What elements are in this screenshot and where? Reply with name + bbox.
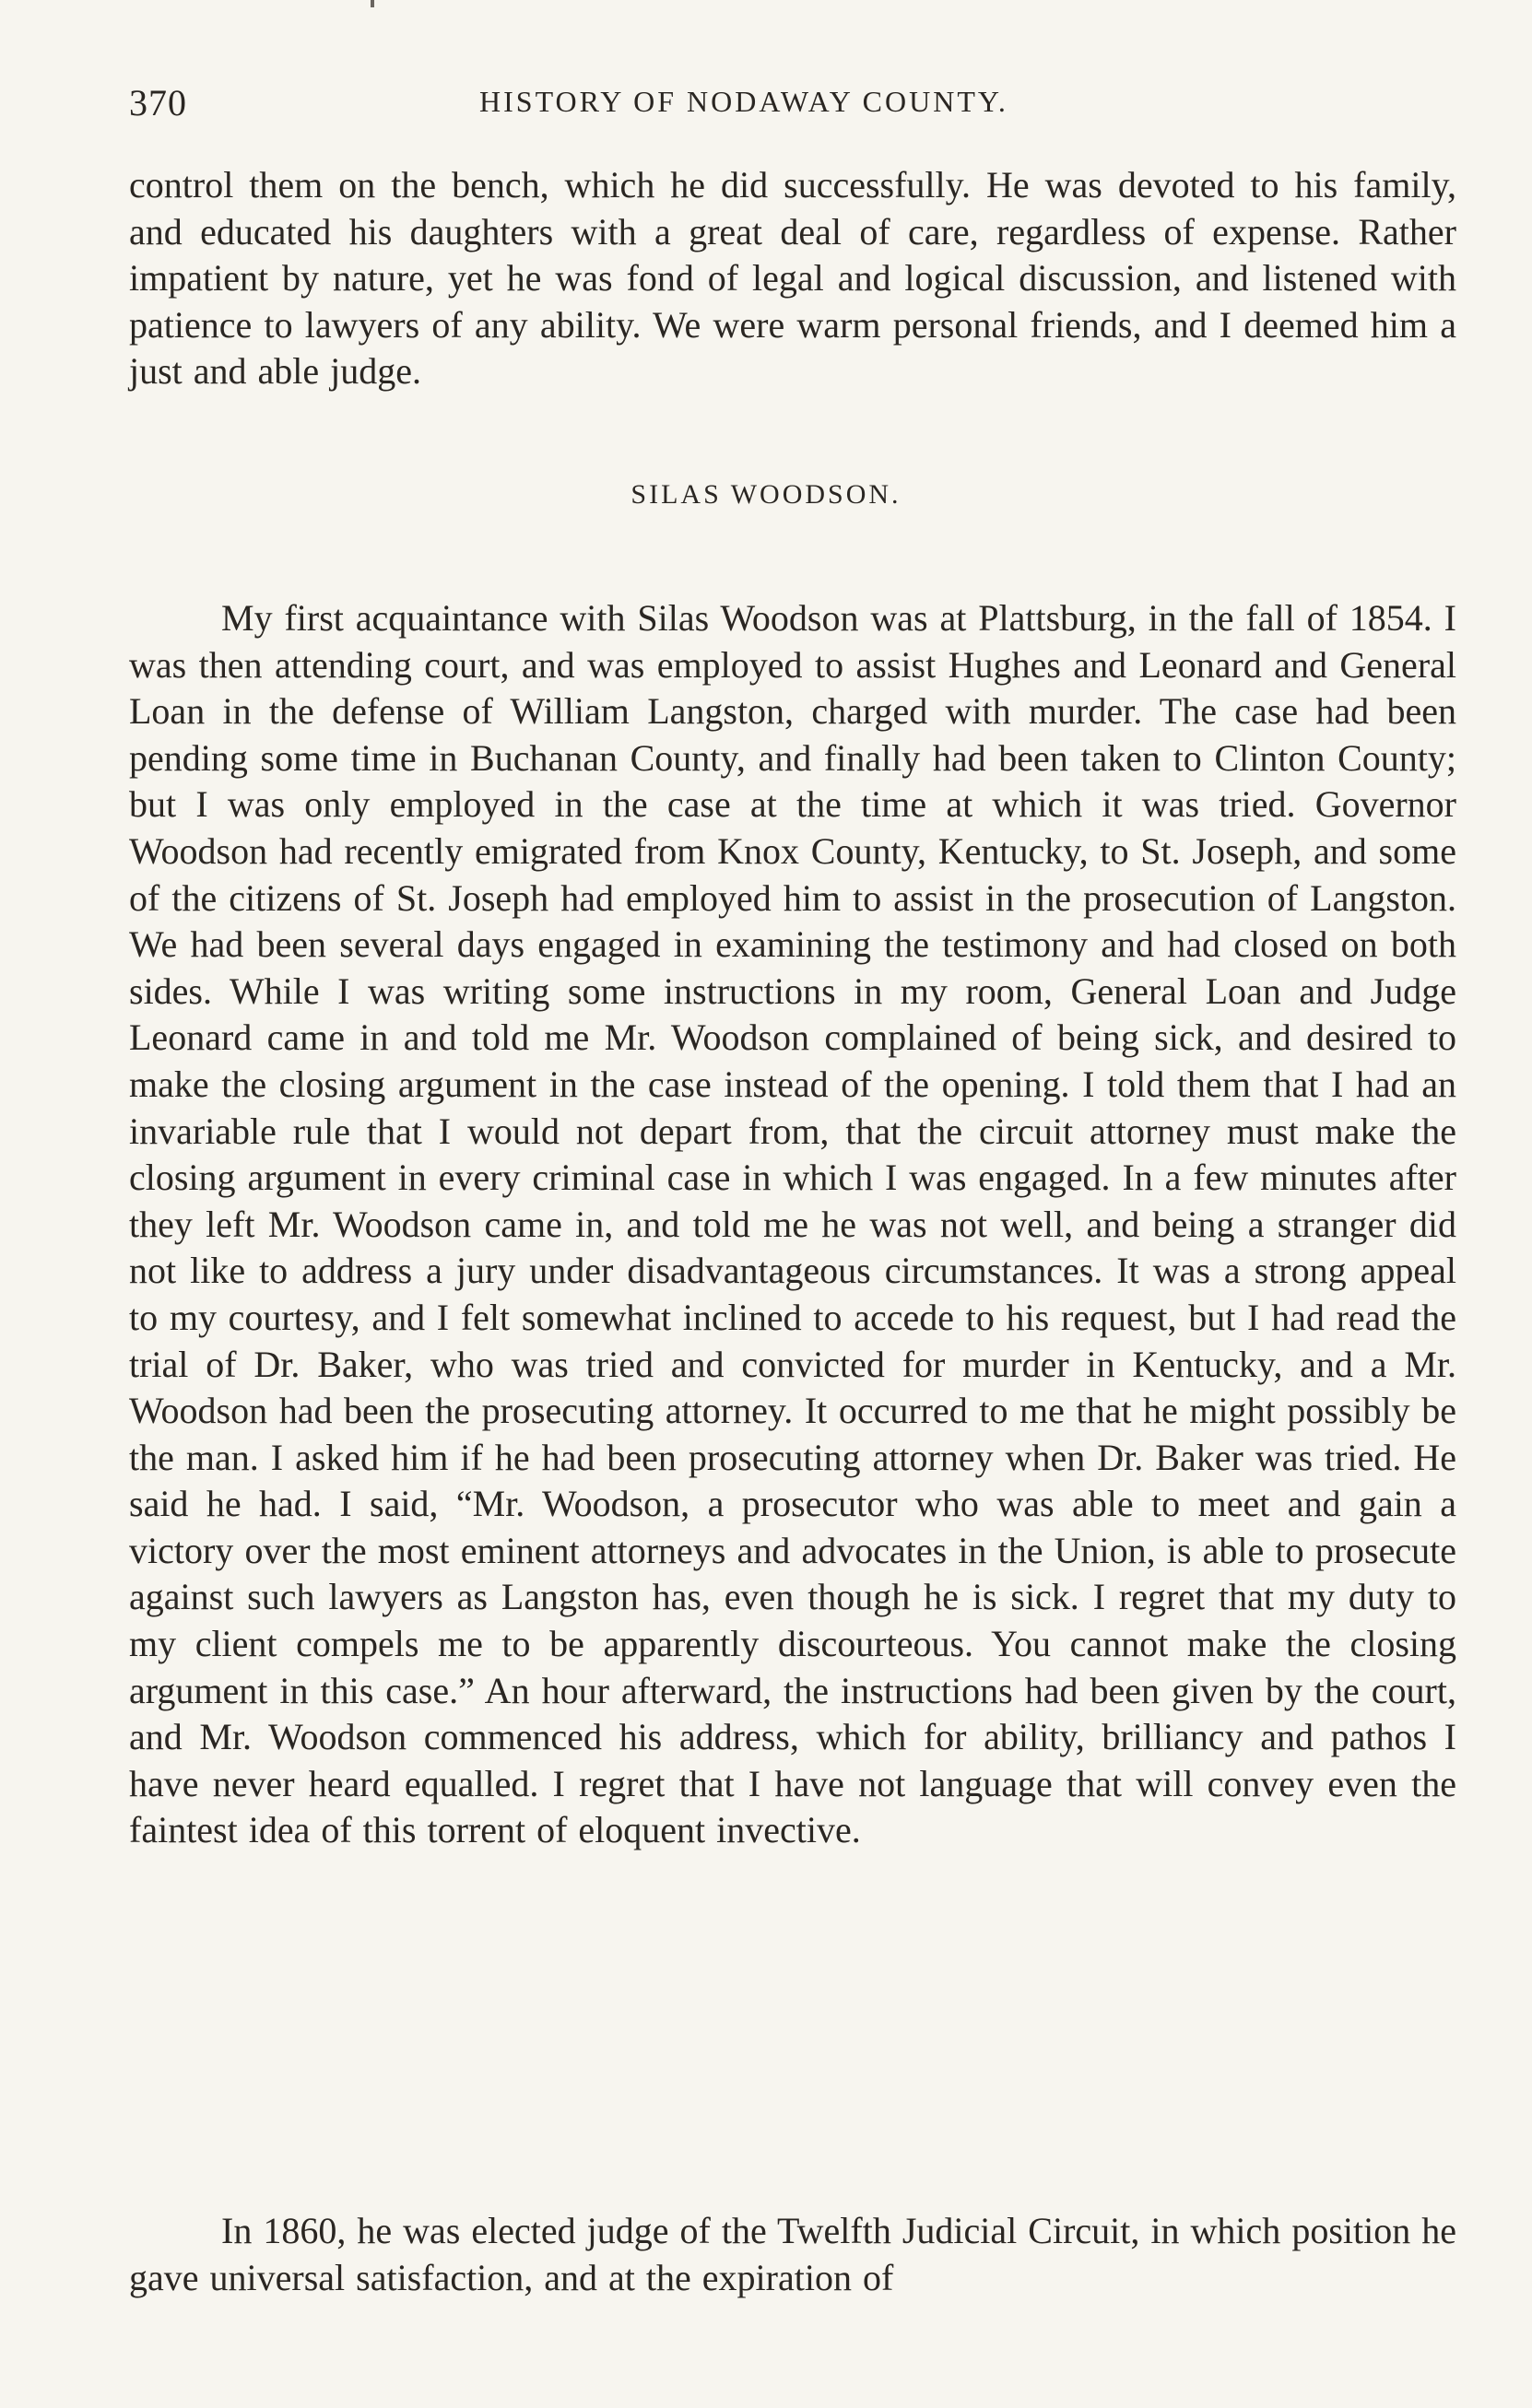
running-head <box>129 81 1456 122</box>
paragraph-acquaintance: My first acquaintance with Silas Woodson was at Plattsburg, in the fall of 1854. I was then attending court, and was employed to assist Hughes and Leonard and General Loan in the defense of William Langston, charged with murder. The case had been pending some time in Buchanan County, and finally had been taken to Clinton County; but I was only employed in the case at the time at which it was tried. Governor Woodson had recently emigrated from Knox County, Kentucky, to St. Joseph, and some of the citizens of St. Joseph had employed him to assist in the prosecution of Langston. We had been several days engaged in examining the testimony and had closed on both sides. While I was writing some instructions in my room, General Loan and Judge Leonard came in and told me Mr. Woodson complained of being sick, and desired to make the closing argument in the case instead of the opening. I told them that I had an invariable rule that I would not depart from, that the circuit attorney must make the closing argument in every criminal case in which I was engaged. In a few minutes after they left Mr. Woodson came in, and told me he was not well, and being a stranger did not like to address a jury under disadvantageous circumstances. It was a strong appeal to my courtesy, and I felt somewhat inclined to accede to his request, but I had read the trial of Dr. Baker, who was tried and convicted for murder in Kentucky, and a Mr. Woodson had been the prosecuting attorney. It occurred to me that he might possibly be the man. I asked him if he had been prosecuting attorney when Dr. Baker was tried. He said he had. I said, “Mr. Woodson, a prosecutor who was able to meet and gain a victory over the most eminent attorneys and advocates in the Union, is able to prosecute against such lawyers as Langston has, even though he is sick. I regret that my duty to my client compels me to be apparently discourteous. You cannot make the closing argument in this case.” An hour afterward, the instructions had been given by the court, and Mr. Woodson commenced his address, which for ability, brilliancy and pathos I have never heard equalled. I regret that I have not language that will convey even the faintest idea of this torrent of eloquent invective. <box>129 597 1456 1851</box>
paragraph-continuation: control them on the bench, which he did successfully. He was devoted to his family, and educated his daughters with a great deal of care, regardless of expense. Rather impatient by nature, yet he was fond of legal and logical discussion, and listened with patience to lawyers of any ability. We were warm personal friends, and I deemed him a just and able judge. <box>129 164 1456 393</box>
print-speck <box>371 0 374 7</box>
page-number: 370 <box>129 82 187 123</box>
running-title: HISTORY OF NODAWAY COUNTY. <box>479 85 1008 118</box>
section-heading: SILAS WOODSON. <box>630 479 902 510</box>
paragraph-election: In 1860, he was elected judge of the Twelfth Judicial Circuit, in which position he gave universal satisfaction, and at the expiration of <box>129 2210 1456 2298</box>
